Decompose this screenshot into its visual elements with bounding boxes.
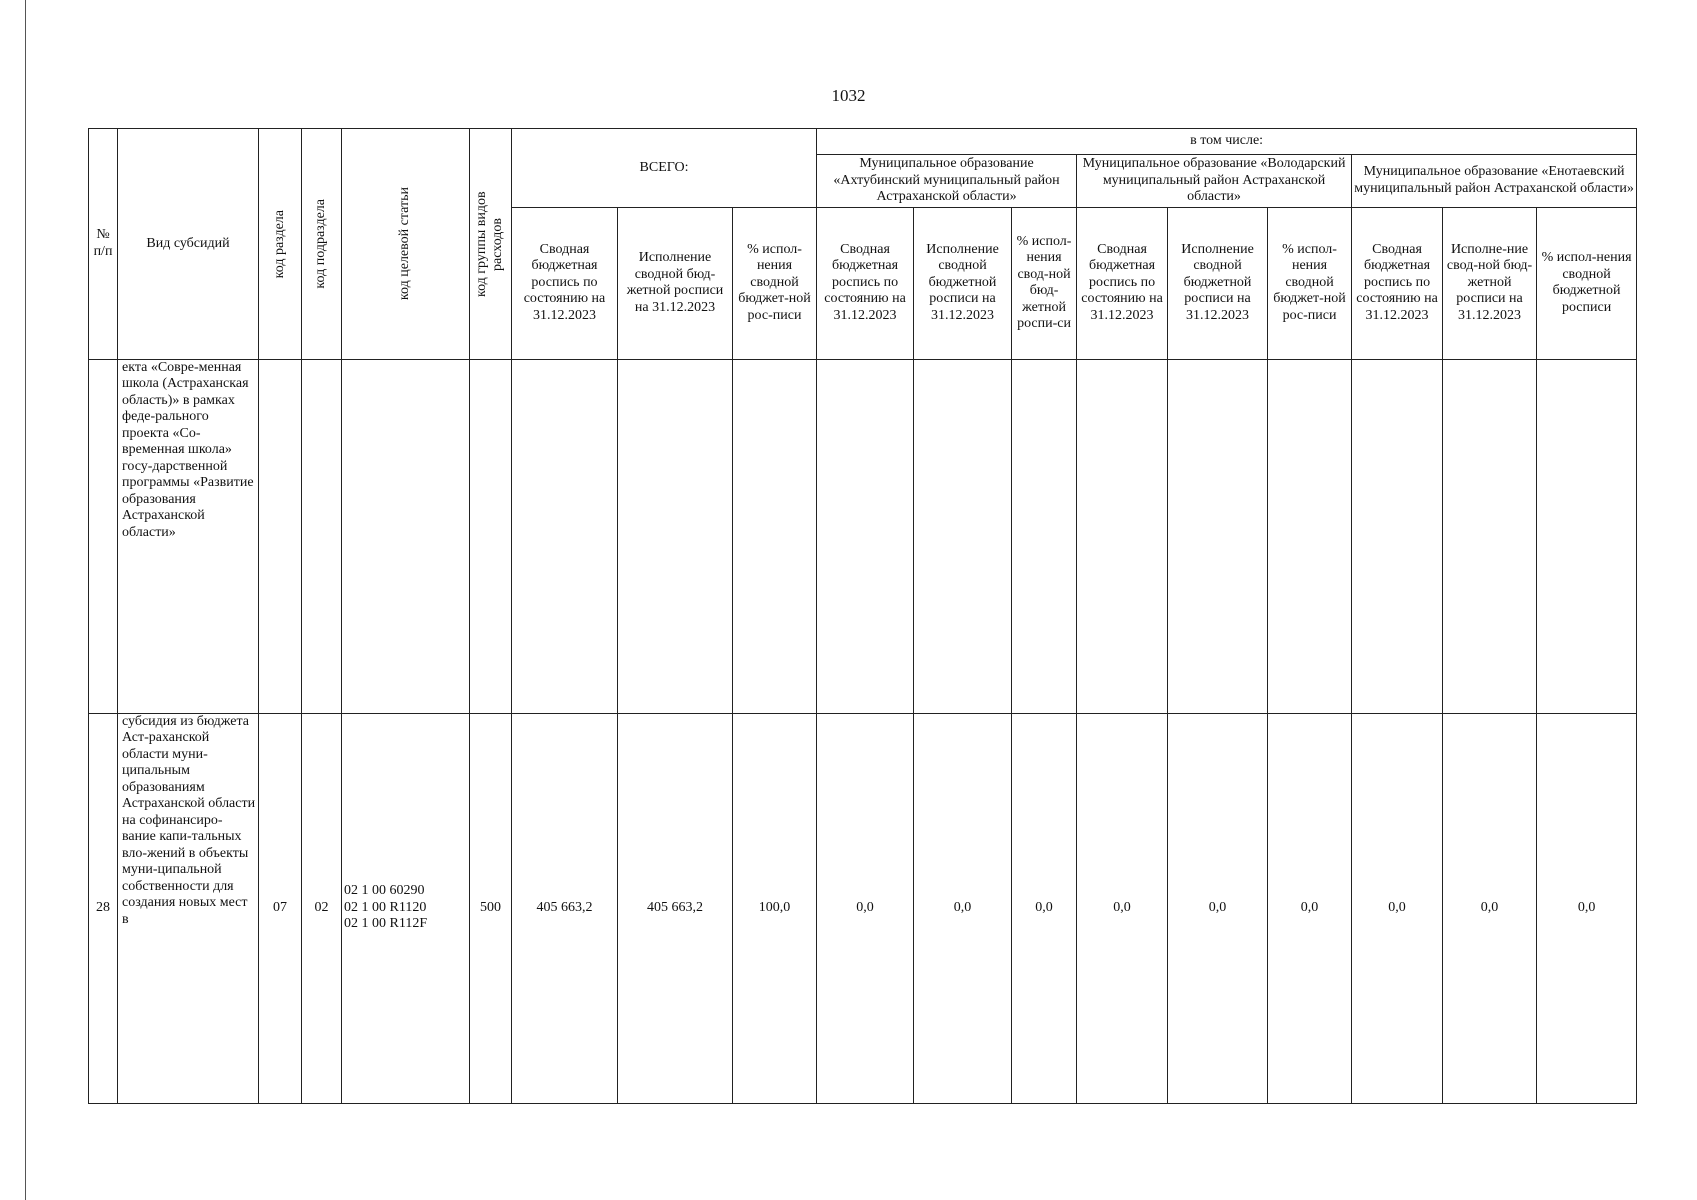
- row-section: 07: [259, 713, 302, 1103]
- row-value: [512, 359, 618, 713]
- target-code: 02 1 00 R112F: [344, 916, 428, 932]
- header-section-code: код раздела: [259, 129, 302, 360]
- row-value: 0,0: [817, 713, 914, 1103]
- row-num: [89, 359, 118, 713]
- row-value: 0,0: [1077, 713, 1168, 1103]
- header-subsection-code: код подраздела: [302, 129, 342, 360]
- row-group: 500: [470, 713, 512, 1103]
- row-value: [618, 359, 733, 713]
- row-value: [1537, 359, 1637, 713]
- row-num: 28: [89, 713, 118, 1103]
- row-value: 405 663,2: [618, 713, 733, 1103]
- header-m2-execution: Исполнение сводной бюджетной росписи на 31.12.2023: [1168, 207, 1268, 359]
- header-including: в том числе:: [817, 129, 1637, 155]
- target-code: 02 1 00 R1120: [344, 899, 427, 915]
- target-code: 02 1 00 60290: [344, 883, 425, 899]
- row-subsection: [302, 359, 342, 713]
- page-number: 1032: [831, 86, 866, 105]
- row-value: [1077, 359, 1168, 713]
- row-value: [817, 359, 914, 713]
- row-description: екта «Совре-менная школа (Астраханская область)» в рамках феде-рального проекта «Со-временная школа» госу-дарственной программы «Развитие образования Астраханской области»: [118, 359, 259, 713]
- header-total-execution: Исполнение сводной бюд-жетной росписи на 31.12.2023: [618, 207, 733, 359]
- row-value: [1352, 359, 1443, 713]
- row-value: 0,0: [1268, 713, 1352, 1103]
- row-value: 0,0: [1352, 713, 1443, 1103]
- row-value: [1443, 359, 1537, 713]
- header-m2-percent: % испол-нения сводной бюджет-ной рос-писи: [1268, 207, 1352, 359]
- header-m1-execution: Исполнение сводной бюджетной росписи на 31.12.2023: [914, 207, 1012, 359]
- row-description: субсидия из бюджета Аст-раханской области муни-ципальным образованиям Астраханской области на софинансиро-вание капи-тальных вло-жений в объекты муни-ципальной собственности для создания новых мест в: [118, 713, 259, 1103]
- row-value: 0,0: [914, 713, 1012, 1103]
- header-m3-percent: % испол-нения сводной бюджетной росписи: [1537, 207, 1637, 359]
- header-expense-group-code: код группы видов расходов: [470, 129, 512, 360]
- header-m1-percent: % испол-нения свод-ной бюд-жетной роспи-си: [1012, 207, 1077, 359]
- header-m3-plan: Сводная бюджетная роспись по состоянию на 31.12.2023: [1352, 207, 1443, 359]
- header-kind: Вид субсидий: [118, 129, 259, 360]
- row-value: [1012, 359, 1077, 713]
- header-m1-plan: Сводная бюджетная роспись по состоянию на 31.12.2023: [817, 207, 914, 359]
- header-target-code: код целевой статьи: [342, 129, 470, 360]
- table-row: [89, 713, 1637, 1103]
- row-value: 0,0: [1168, 713, 1268, 1103]
- subsidies-table: [88, 128, 1637, 1104]
- row-value: [914, 359, 1012, 713]
- header-municipality-volodarsky: Муниципальное образование «Володарский муниципальный район Астраханской области»: [1077, 155, 1352, 208]
- row-value: [1268, 359, 1352, 713]
- left-margin-rule: [25, 0, 26, 1200]
- row-value: [733, 359, 817, 713]
- row-value: 100,0: [733, 713, 817, 1103]
- header-total-percent: % испол-нения сводной бюджет-ной рос-писи: [733, 207, 817, 359]
- header-m2-plan: Сводная бюджетная роспись по состоянию на 31.12.2023: [1077, 207, 1168, 359]
- header-m3-execution: Исполне-ние свод-ной бюд-жетной росписи на 31.12.2023: [1443, 207, 1537, 359]
- header-municipality-enotaevsky: Муниципальное образование «Енотаевский муниципальный район Астраханской области»: [1352, 155, 1637, 208]
- row-group: [470, 359, 512, 713]
- header-municipality-akhtubinsky: Муниципальное образование «Ахтубинский муниципальный район Астраханской области»: [817, 155, 1077, 208]
- row-value: 0,0: [1012, 713, 1077, 1103]
- row-value: 0,0: [1537, 713, 1637, 1103]
- row-subsection: 02: [302, 713, 342, 1103]
- row-target-codes: [342, 359, 470, 713]
- header-total: ВСЕГО:: [512, 129, 817, 208]
- row-section: [259, 359, 302, 713]
- table-row: [89, 359, 1637, 713]
- header-total-plan: Сводная бюджетная роспись по состоянию на 31.12.2023: [512, 207, 618, 359]
- row-value: 0,0: [1443, 713, 1537, 1103]
- row-target-codes: [342, 713, 470, 1103]
- header-num: № п/п: [89, 129, 118, 360]
- row-value: [1168, 359, 1268, 713]
- row-value: 405 663,2: [512, 713, 618, 1103]
